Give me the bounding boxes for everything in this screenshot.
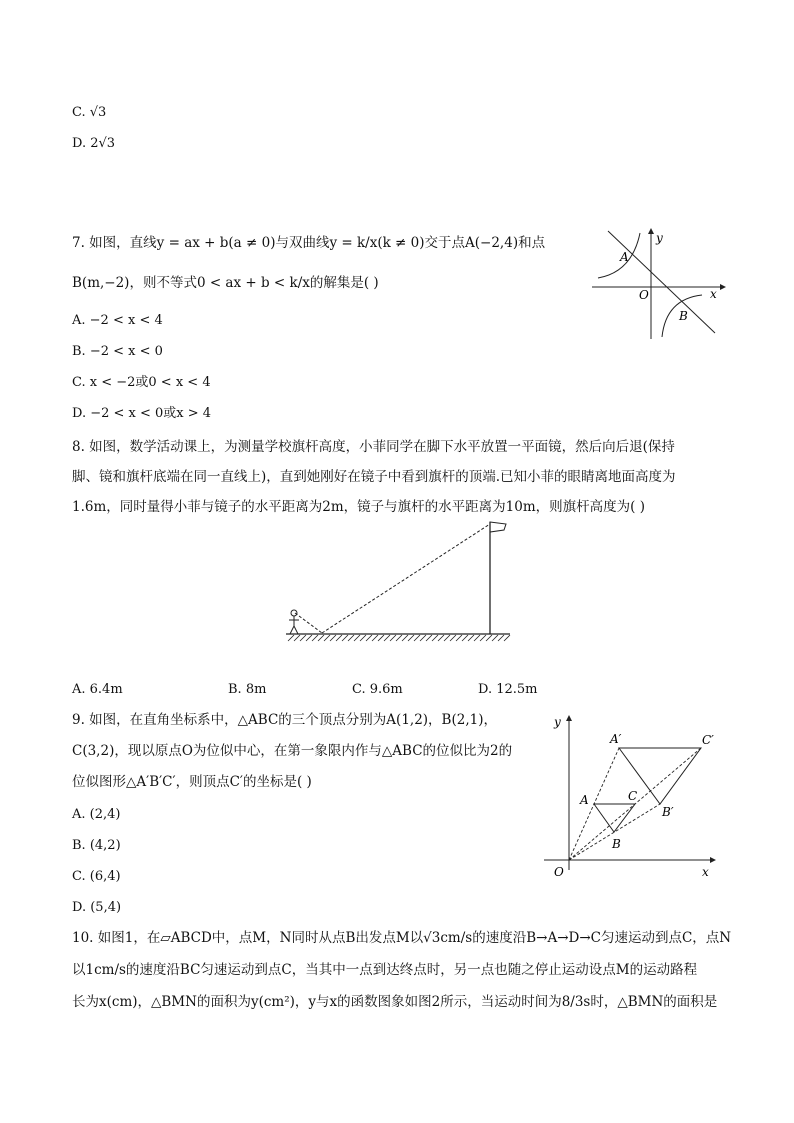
q7-option-c: C. x < −2或0 < x < 4 [72,375,211,390]
q7-y-arrow [648,228,654,234]
q9-stem-line3: 位似图形△A′B′C′，则顶点C′的坐标是( ) [72,774,312,790]
q7-label-x: x [710,287,717,301]
q8-option-b: B. 8m [228,682,267,697]
q7-line [608,231,715,333]
q7-stem-line2: B(m,−2)，则不等式0 < ax + b < k/x的解集是( ) [72,275,379,291]
q8-figure [280,518,520,648]
q8-stem-line1: 8. 如图，数学活动课上，为测量学校旗杆高度，小菲同学在脚下水平放置一平面镜，然后向后退(保持 [72,439,675,455]
q9-option-b: B. (4,2) [72,838,121,853]
q9-option-c: C. (6,4) [72,869,121,884]
q7-option-d: D. −2 < x < 0或x > 4 [72,406,212,421]
q8-option-a: A. 6.4m [72,682,123,697]
q8-flag [490,522,506,532]
q8-option-d: D. 12.5m [478,682,538,697]
q9-option-a: A. (2,4) [72,807,121,822]
q9-label-origin: O [554,865,564,879]
q9-label-x: x [702,865,709,879]
q9-projection-lines [569,748,701,860]
q9-label-a: A [580,793,589,807]
q7-figure [588,225,728,345]
q8-ground-hatching [288,635,510,641]
q7-option-a: A. −2 < x < 4 [72,313,163,328]
q8-stem-line2: 脚、镜和旗杆底端在同一直线上)，直到她刚好在镜子中看到旗杆的顶端.已知小菲的眼睛离地面高度为 [72,469,676,485]
q7-label-a: A [620,250,629,264]
q10-stem-line3: 长为x(cm)，△BMN的面积为y(cm²)，y与x的函数图象如图2所示，当运动时间为8/3s时，△BMN的面积是 [72,994,718,1010]
q9-label-b-prime: B′ [662,805,674,819]
q9-label-c-prime: C′ [702,733,714,747]
q9-label-c: C [628,789,638,803]
q9-label-y: y [554,715,561,729]
q7-option-b: B. −2 < x < 0 [72,344,163,359]
q9-y-arrow [566,715,572,721]
q6-option-d: D. 2√3 [72,136,116,151]
q9-label-b: B [612,837,621,851]
q7-stem-line1: 7. 如图，直线y = ax + b(a ≠ 0)与双曲线y = k/x(k ≠ 0)交于点A(−2,4)和点 [72,235,546,251]
q7-label-origin: O [639,288,649,302]
q8-option-c: C. 9.6m [352,682,403,697]
q9-option-d: D. (5,4) [72,900,122,915]
q8-sight-line-to-flag [322,524,490,633]
q10-stem-line2: 以1cm/s的速度沿BC匀速运动到点C，当其中一点到达终点时，另一点也随之停止运动设点M的运动路程 [72,962,698,978]
q9-figure [540,710,725,885]
q9-stem-line2: C(3,2)，现以原点O为位似中心，在第一象限内作与△ABC的位似比为2的 [72,743,513,759]
q6-option-c: C. √3 [72,105,107,120]
q7-x-arrow [720,284,726,290]
q7-label-b: B [679,309,688,323]
q8-person [289,610,299,634]
q8-sight-line-to-mirror [295,613,322,633]
q7-label-y: y [656,231,663,245]
q9-triangle-abc [594,804,635,832]
q9-x-arrow [710,857,716,863]
q9-label-a-prime: A′ [610,732,622,746]
q10-stem-line1: 10. 如图1，在▱ABCD中，点M，N同时从点B出发点M以√3cm/s的速度沿B→A→D→C匀速运动到点C，点N [72,930,732,946]
q8-stem-line3: 1.6m，同时量得小菲与镜子的水平距离为2m，镜子与旗杆的水平距离为10m，则旗杆高度为( ) [72,499,645,515]
q9-stem-line1: 9. 如图，在直角坐标系中，△ABC的三个顶点分别为A(1,2)，B(2,1)， [72,712,497,728]
